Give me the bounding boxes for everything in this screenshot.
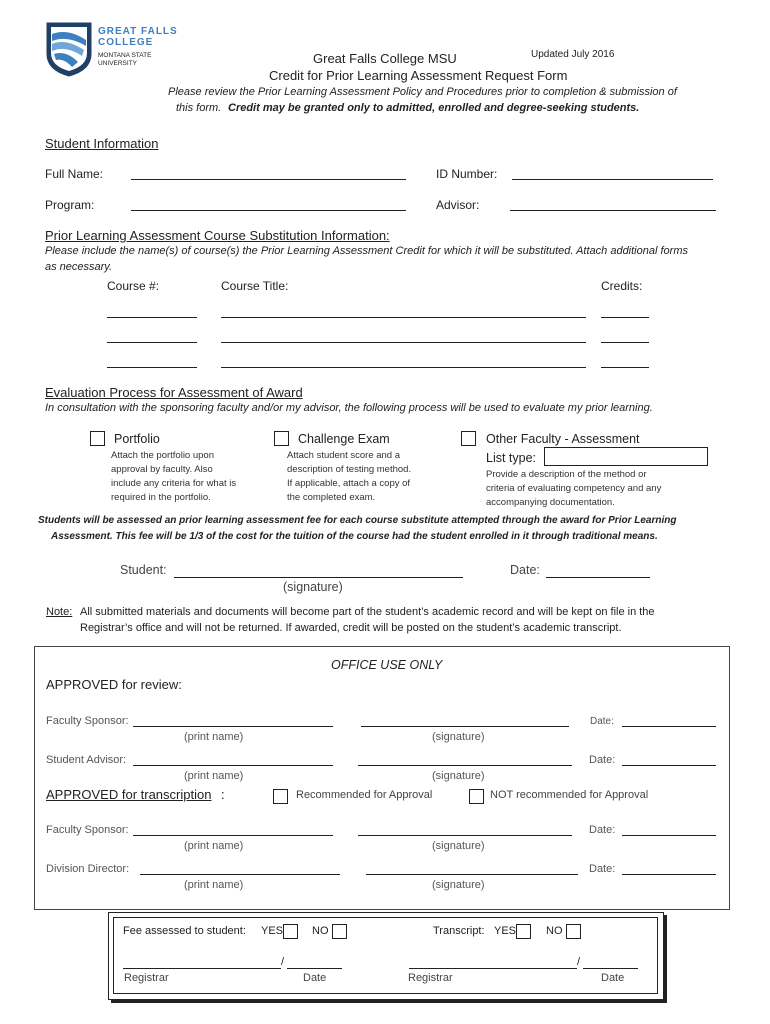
evaluation-intro: In consultation with the sponsoring faculty and/or my advisor, the following process will be used to evaluate my prior learning. (45, 402, 653, 414)
student-advisor-date-label: Date: (589, 754, 616, 766)
faculty-sponsor-label-2: Faculty Sponsor: (46, 824, 129, 836)
other-desc-line: accompanying documentation. (486, 497, 615, 508)
division-director-print-field[interactable] (140, 874, 340, 875)
faculty-sponsor-date-label-2: Date: (589, 824, 616, 836)
approved-review-heading: APPROVED for review: (46, 677, 182, 692)
note-label: Note: (46, 606, 73, 618)
student-advisor-date-field[interactable] (622, 765, 716, 766)
logo-text-montana-state: MONTANA STATE (98, 52, 152, 59)
transcript-date-caption: Date (601, 972, 625, 984)
course-number-field-2[interactable] (107, 342, 197, 343)
print-name-caption: (print name) (184, 731, 244, 743)
form-title: Great Falls College MSU (313, 51, 457, 66)
other-faculty-label: Other Faculty - Assessment (486, 432, 640, 446)
student-advisor-print-field[interactable] (133, 765, 333, 766)
fee-no-label: NO (312, 925, 329, 937)
portfolio-desc-line: Attach the portfolio upon (111, 450, 214, 461)
program-label: Program: (45, 198, 95, 212)
recommended-checkbox[interactable] (273, 789, 288, 804)
transcript-registrar-signature-field[interactable] (409, 968, 577, 969)
approved-transcription-colon: : (221, 787, 225, 802)
challenge-desc-line: the completed exam. (287, 492, 376, 503)
other-desc-line: Provide a description of the method or (486, 469, 647, 480)
faculty-sponsor-signature-field[interactable] (361, 726, 569, 727)
id-number-label: ID Number: (436, 167, 498, 181)
fee-notice-line-2: Assessment. This fee will be 1/3 of the cost for the tuition of the course had the student enrolled in it through traditional means. (51, 531, 658, 542)
credits-header: Credits: (601, 279, 643, 293)
division-director-date-field[interactable] (622, 874, 716, 875)
id-number-field[interactable] (512, 179, 713, 180)
logo-text-great-falls: GREAT FALLS (98, 26, 178, 37)
faculty-sponsor-date-field-2[interactable] (622, 835, 716, 836)
approved-transcription-heading: APPROVED for transcription (46, 787, 212, 802)
transcript-no-checkbox[interactable] (566, 924, 581, 939)
advisor-label: Advisor: (436, 198, 480, 212)
student-date-field[interactable] (546, 577, 650, 578)
fee-notice-line-1: Students will be assessed an prior learning assessment fee for each course substitute attempted through the award for Prior Learning (38, 515, 677, 526)
student-signature-label: Student: (120, 563, 167, 577)
challenge-exam-checkbox[interactable] (274, 431, 289, 446)
signature-caption: (signature) (432, 731, 485, 743)
course-number-field-1[interactable] (107, 317, 197, 318)
transcript-yes-label: YES (494, 925, 517, 937)
program-field[interactable] (131, 210, 406, 211)
logo-text-university: UNIVERSITY (98, 60, 138, 67)
student-info-heading: Student Information (45, 136, 159, 151)
faculty-sponsor-print-field[interactable] (133, 726, 333, 727)
student-advisor-label: Student Advisor: (46, 754, 127, 766)
transcript-slash: / (577, 956, 581, 968)
transcript-date-field[interactable] (583, 968, 638, 969)
evaluation-heading: Evaluation Process for Assessment of Award (45, 385, 303, 400)
transcript-no-label: NO (546, 925, 563, 937)
course-number-header: Course #: (107, 279, 160, 293)
signature-caption: (signature) (432, 879, 485, 891)
portfolio-desc-line: include any criteria for what is (111, 478, 237, 489)
updated-date: Updated July 2016 (531, 49, 615, 60)
portfolio-description (111, 449, 271, 505)
faculty-sponsor-signature-field-2[interactable] (358, 835, 572, 836)
student-date-label: Date: (510, 563, 540, 577)
list-type-input[interactable] (544, 447, 708, 466)
fee-yes-label: YES (261, 925, 284, 937)
course-title-header: Course Title: (221, 279, 289, 293)
faculty-sponsor-print-field-2[interactable] (133, 835, 333, 836)
challenge-desc-line: If applicable, attach a copy of (287, 478, 411, 489)
intro-line-2a: this form. (176, 102, 222, 114)
other-desc-line: criteria of evaluating competency and any (486, 483, 662, 494)
fee-date-caption: Date (303, 972, 327, 984)
course-sub-heading: Prior Learning Assessment Course Substitution Information: (45, 228, 390, 243)
division-director-label: Division Director: (46, 863, 130, 875)
course-title-field-1[interactable] (221, 317, 586, 318)
intro-line-1: Please review the Prior Learning Assessment Policy and Procedures prior to completion & submission of (168, 86, 677, 98)
college-logo (44, 20, 94, 78)
fee-registrar-signature-field[interactable] (123, 968, 281, 969)
fee-date-field[interactable] (287, 968, 342, 969)
credits-field-3[interactable] (601, 367, 649, 368)
full-name-label: Full Name: (45, 167, 104, 181)
other-faculty-description (486, 468, 716, 510)
full-name-field[interactable] (131, 179, 406, 180)
print-name-caption: (print name) (184, 879, 244, 891)
portfolio-checkbox[interactable] (90, 431, 105, 446)
credits-field-2[interactable] (601, 342, 649, 343)
signature-caption: (signature) (432, 840, 485, 852)
faculty-sponsor-label: Faculty Sponsor: (46, 715, 129, 727)
transcript-label: Transcript: (433, 925, 485, 937)
intro-line-2b: Credit may be granted only to admitted, enrolled and degree-seeking students. (228, 102, 640, 114)
transcript-yes-checkbox[interactable] (516, 924, 531, 939)
division-director-date-label: Date: (589, 863, 616, 875)
not-recommended-label: NOT recommended for Approval (490, 789, 649, 801)
print-name-caption: (print name) (184, 770, 244, 782)
student-advisor-signature-field[interactable] (358, 765, 572, 766)
course-sub-instructions-1: Please include the name(s) of course(s) the Prior Learning Assessment Credit for which it will be substituted. Attach additional forms (45, 245, 688, 257)
division-director-signature-field[interactable] (366, 874, 578, 875)
student-signature-caption: (signature) (283, 580, 343, 594)
fee-yes-checkbox[interactable] (283, 924, 298, 939)
course-title-field-2[interactable] (221, 342, 586, 343)
credits-field-1[interactable] (601, 317, 649, 318)
fee-slash: / (281, 956, 285, 968)
advisor-field[interactable] (510, 210, 716, 211)
fee-assessed-label: Fee assessed to student: (123, 925, 246, 937)
print-name-caption: (print name) (184, 840, 244, 852)
student-signature-field[interactable] (174, 577, 463, 578)
portfolio-desc-line: required in the portfolio. (111, 492, 211, 503)
course-title-field-3[interactable] (221, 367, 586, 368)
course-number-field-3[interactable] (107, 367, 197, 368)
challenge-desc-line: Attach student score and a (287, 450, 401, 461)
fee-no-checkbox[interactable] (332, 924, 347, 939)
other-faculty-checkbox[interactable] (461, 431, 476, 446)
portfolio-label: Portfolio (114, 432, 160, 446)
challenge-desc-line: description of testing method. (287, 464, 412, 475)
challenge-exam-label: Challenge Exam (298, 432, 390, 446)
form-subtitle: Credit for Prior Learning Assessment Request Form (269, 68, 568, 83)
note-text-2: Registrar’s office and will not be returned. If awarded, credit will be posted on the student’s academic transcript. (80, 622, 622, 634)
course-sub-instructions-2: as necessary. (45, 261, 113, 273)
not-recommended-checkbox[interactable] (469, 789, 484, 804)
signature-caption: (signature) (432, 770, 485, 782)
faculty-sponsor-date-field[interactable] (622, 726, 716, 727)
faculty-sponsor-date-label: Date: (590, 716, 614, 727)
portfolio-desc-line: approval by faculty. Also (111, 464, 213, 475)
challenge-exam-description (287, 449, 447, 505)
transcript-registrar-caption: Registrar (408, 972, 453, 984)
logo-text-college: COLLEGE (98, 37, 154, 48)
fee-registrar-caption: Registrar (124, 972, 169, 984)
office-use-heading: OFFICE USE ONLY (331, 658, 443, 672)
list-type-label: List type: (486, 451, 537, 465)
note-text-1: All submitted materials and documents will become part of the student’s academic record and will be kept on file in the (80, 606, 655, 618)
recommended-label: Recommended for Approval (296, 789, 433, 801)
